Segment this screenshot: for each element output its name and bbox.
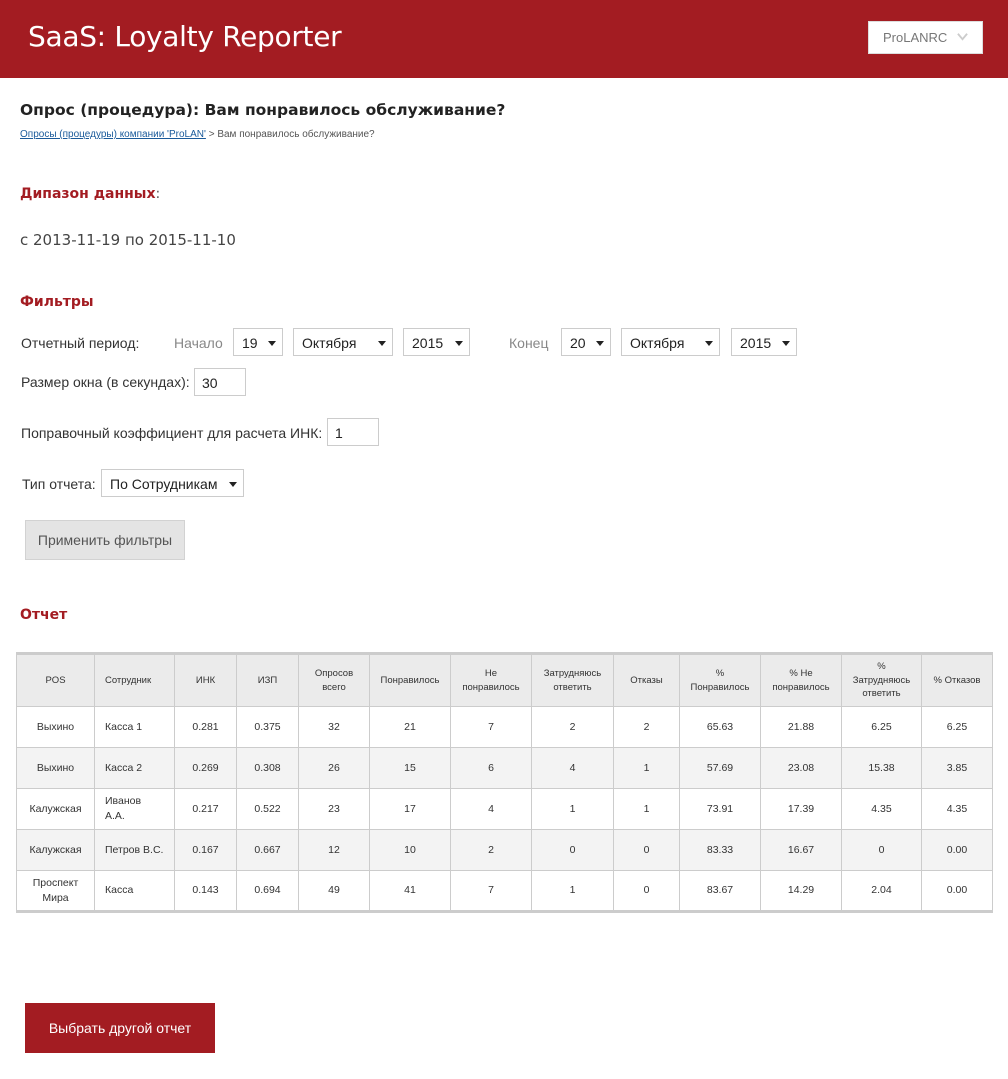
table-cell-text: 23 [328, 802, 340, 815]
table-cell-text: Петров В.С. [105, 843, 164, 856]
apply-filters-button[interactable]: Применить фильтры [25, 520, 185, 560]
table-cell-text: 0.00 [946, 843, 968, 856]
table-header-row [17, 654, 993, 707]
end-month-select[interactable] [621, 328, 720, 356]
column-header [532, 654, 614, 707]
report-type-label: Тип отчета: [22, 476, 96, 492]
table-cell-text: 0.694 [254, 884, 281, 897]
column-header-text: ИЗП [257, 674, 278, 686]
table-cell [614, 707, 680, 748]
column-header [451, 654, 532, 707]
table-cell-text: 15.38 [868, 761, 895, 774]
table-cell [237, 830, 299, 871]
caret-down-icon [455, 341, 463, 346]
table-cell [370, 830, 451, 871]
coefficient-input[interactable]: 1 [327, 418, 379, 446]
table-cell [370, 789, 451, 830]
start-year-select[interactable] [403, 328, 470, 356]
report-type-value: По Сотрудникам [110, 476, 218, 492]
caret-down-icon [268, 341, 276, 346]
column-header-text: % Отказов [933, 674, 981, 686]
table-cell [614, 830, 680, 871]
table-cell-text: Иванов [105, 795, 142, 808]
start-label: Начало [174, 335, 223, 351]
table-cell [532, 789, 614, 830]
table-cell-text: Мира [42, 891, 69, 904]
table-cell-text: Калужская [29, 843, 82, 856]
period-label: Отчетный период: [21, 335, 140, 351]
table-cell-text: 0.308 [254, 761, 281, 774]
table-cell [95, 871, 175, 912]
table-cell [680, 871, 761, 912]
table-cell [842, 748, 922, 789]
table-cell [237, 871, 299, 912]
table-row [17, 748, 993, 789]
table-cell [842, 830, 922, 871]
table-cell-text: Касса 1 [105, 720, 143, 733]
column-header-text: ответить [553, 681, 592, 693]
end-day-value: 20 [570, 335, 586, 351]
table-cell-text: 14.29 [787, 884, 815, 897]
table-cell [761, 707, 842, 748]
table-cell-text: 15 [404, 761, 416, 774]
column-header [922, 654, 993, 707]
page-title: Опрос (процедура): Вам понравилось обслуживание? [20, 101, 506, 119]
filters-heading: Фильтры [20, 294, 94, 310]
table-cell [95, 707, 175, 748]
table-cell-text: 0.667 [254, 843, 281, 856]
table-cell-text: 2 [488, 843, 494, 856]
table-cell [451, 830, 532, 871]
caret-down-icon [229, 482, 237, 487]
column-header-text: Понравилось [380, 674, 440, 686]
caret-down-icon [782, 341, 790, 346]
table-cell [95, 830, 175, 871]
table-cell-text: 1 [569, 802, 576, 815]
column-header [614, 654, 680, 707]
table-row [17, 830, 993, 871]
data-range-colon: : [155, 186, 161, 202]
start-year-value: 2015 [412, 335, 444, 351]
table-cell [17, 707, 95, 748]
table-cell-text: 49 [328, 884, 340, 897]
table-cell [17, 830, 95, 871]
table-cell [680, 707, 761, 748]
table-cell-text: 4 [488, 802, 494, 815]
table-cell-text: 73.91 [706, 802, 734, 815]
table-cell [451, 871, 532, 912]
table-cell [370, 748, 451, 789]
start-day-select[interactable] [233, 328, 283, 356]
column-header [95, 654, 175, 707]
coefficient-label: Поправочный коэффициент для расчета ИНК: [21, 425, 323, 441]
table-cell [922, 871, 993, 912]
table-cell-text: 0.143 [192, 884, 219, 897]
table-cell [532, 748, 614, 789]
table-cell-text: 2 [569, 720, 576, 733]
table-cell-text: 0.281 [192, 720, 219, 733]
breadcrumb-separator: > [208, 129, 215, 140]
data-range-text: с 2013-11-19 по 2015-11-10 [20, 231, 236, 249]
table-cell [451, 748, 532, 789]
chevron-down-icon [957, 31, 968, 42]
report-type-select[interactable] [101, 469, 244, 497]
table-cell [680, 789, 761, 830]
table-cell [451, 707, 532, 748]
table-cell [299, 871, 370, 912]
table-cell [175, 871, 237, 912]
breadcrumb [20, 129, 375, 140]
column-header-text: Не [484, 667, 498, 679]
column-header-text: Затрудняюсь [543, 667, 602, 679]
data-range-heading [20, 186, 160, 202]
user-menu-dropdown[interactable] [868, 21, 983, 54]
table-cell [175, 789, 237, 830]
table-cell [95, 748, 175, 789]
table-row [17, 871, 993, 912]
column-header [680, 654, 761, 707]
table-cell-text: 7 [488, 884, 494, 897]
table-body [17, 707, 993, 912]
table-cell [532, 830, 614, 871]
column-header-text: Затрудняюсь [852, 674, 911, 686]
table-cell [17, 748, 95, 789]
caret-down-icon [705, 341, 713, 346]
table-cell-text: 1 [643, 761, 650, 774]
end-label: Конец [509, 335, 549, 351]
table-cell-text: 6 [488, 761, 494, 774]
table-cell-text: 0.269 [192, 761, 219, 774]
table-cell-text: 6.25 [946, 720, 968, 733]
table-cell-text: 0 [569, 843, 576, 856]
table-cell-text: 57.69 [706, 761, 734, 774]
table-cell [842, 789, 922, 830]
table-cell [175, 707, 237, 748]
table-cell [17, 871, 95, 912]
table-cell [922, 789, 993, 830]
table-cell-text: Выхино [36, 720, 75, 733]
column-header-text: % Не [789, 667, 813, 679]
table-cell [680, 748, 761, 789]
column-header-text: всего [322, 681, 346, 693]
table-cell-text: 3.85 [946, 761, 968, 774]
table-cell [680, 830, 761, 871]
column-header [175, 654, 237, 707]
table-cell [370, 707, 451, 748]
table-cell-text: 32 [328, 720, 340, 733]
table-cell [761, 748, 842, 789]
table-cell-text: 17 [404, 802, 416, 815]
table-cell-text: Калужская [29, 802, 82, 815]
table-cell-text: 21 [404, 720, 416, 733]
column-header-text: POS [45, 674, 66, 686]
column-header-text: понравилось [462, 681, 520, 693]
table-cell [237, 748, 299, 789]
report-heading: Отчет [20, 607, 68, 623]
table-cell-text: А.А. [105, 810, 125, 822]
end-day-select[interactable] [561, 328, 611, 356]
table-cell [532, 707, 614, 748]
table-cell-text: 7 [488, 720, 494, 733]
table-cell [95, 789, 175, 830]
user-menu-label: ProLANRC [883, 30, 948, 45]
start-month-select[interactable] [293, 328, 393, 356]
end-year-value: 2015 [740, 335, 772, 351]
table-cell-text: 4 [569, 761, 576, 774]
table-cell-text: 17.39 [787, 802, 815, 815]
table-cell [451, 789, 532, 830]
table-cell-text: 0.522 [254, 802, 281, 815]
table-cell [614, 871, 680, 912]
table-cell [370, 871, 451, 912]
table-cell-text: 83.33 [706, 843, 734, 856]
table-cell-text: 65.63 [706, 720, 734, 733]
table-cell-text: 12 [328, 843, 340, 856]
table-cell [237, 789, 299, 830]
table-cell [842, 871, 922, 912]
table-cell-text: 0.217 [192, 802, 219, 815]
column-header-text: Отказы [630, 674, 663, 686]
end-year-select[interactable] [731, 328, 797, 356]
table-cell-text: Касса [105, 884, 134, 897]
end-month-value: Октября [630, 335, 685, 351]
table-cell [175, 748, 237, 789]
table-cell-text: 41 [404, 884, 416, 897]
app-header [0, 0, 1008, 78]
table-cell [299, 707, 370, 748]
table-cell-text: 0.167 [192, 843, 219, 856]
table-cell [922, 707, 993, 748]
column-header [761, 654, 842, 707]
table-cell-text: 16.67 [787, 843, 815, 856]
table-cell [614, 748, 680, 789]
table-cell [532, 871, 614, 912]
column-header-text: ответить [862, 688, 901, 700]
caret-down-icon [378, 341, 386, 346]
table-cell-text: 0.00 [946, 884, 968, 897]
breadcrumb-current: Вам понравилось обслуживание? [217, 129, 375, 140]
table-cell [17, 789, 95, 830]
table-row [17, 789, 993, 830]
column-header-text: % [715, 667, 725, 679]
table-cell [761, 830, 842, 871]
breadcrumb-link-company-surveys[interactable]: Опросы (процедуры) компании 'ProLAN' [20, 129, 206, 140]
table-cell [761, 871, 842, 912]
app-title: SaaS: Loyalty Reporter [28, 20, 342, 53]
table-cell [299, 748, 370, 789]
table-cell [614, 789, 680, 830]
table-cell-text: 2.04 [871, 884, 892, 897]
table-cell-text: Касса 2 [105, 761, 143, 774]
choose-another-report-button[interactable]: Выбрать другой отчет [25, 1003, 215, 1053]
table-cell-text: 6.25 [871, 720, 892, 733]
table-cell [761, 789, 842, 830]
column-header [17, 654, 95, 707]
table-cell-text: 4.35 [871, 802, 892, 815]
column-header-text: Опросов [314, 667, 354, 679]
table-cell-text: 0 [878, 843, 885, 856]
table-row [17, 707, 993, 748]
data-range-title: Дипазон данных [20, 186, 156, 202]
column-header [370, 654, 451, 707]
column-header [842, 654, 922, 707]
table-cell-text: 26 [328, 761, 340, 774]
caret-down-icon [596, 341, 604, 346]
table-cell-text: 83.67 [706, 884, 734, 897]
window-size-label: Размер окна (в секундах): [21, 374, 190, 390]
table-cell-text: 1 [643, 802, 650, 815]
table-cell-text: 21.88 [787, 720, 815, 733]
start-day-value: 19 [242, 335, 258, 351]
table-cell [299, 830, 370, 871]
column-header-text: ИНК [195, 674, 216, 686]
column-header-text: % [877, 660, 886, 672]
table-cell [842, 707, 922, 748]
table-cell-text: 1 [569, 884, 576, 897]
column-header [299, 654, 370, 707]
table-cell-text: 0 [643, 884, 650, 897]
table-cell-text: 0 [643, 843, 650, 856]
column-header-text: Сотрудник [105, 674, 152, 686]
table-cell-text: 2 [643, 720, 650, 733]
column-header-text: понравилось [772, 681, 830, 693]
table-cell-text: Выхино [36, 761, 75, 774]
window-size-input[interactable]: 30 [194, 368, 246, 396]
table-cell-text: Проспект [32, 876, 79, 889]
table-cell-text: 4.35 [946, 802, 968, 815]
table-cell [922, 748, 993, 789]
table-cell-text: 23.08 [787, 761, 815, 774]
table-cell [299, 789, 370, 830]
table-cell-text: 10 [404, 843, 416, 856]
start-month-value: Октября [302, 335, 357, 351]
column-header [237, 654, 299, 707]
table-cell [237, 707, 299, 748]
table-cell-text: 0.375 [254, 720, 281, 733]
report-table [16, 652, 993, 913]
column-header-text: Понравилось [690, 681, 750, 693]
table-cell [175, 830, 237, 871]
table-cell [922, 830, 993, 871]
